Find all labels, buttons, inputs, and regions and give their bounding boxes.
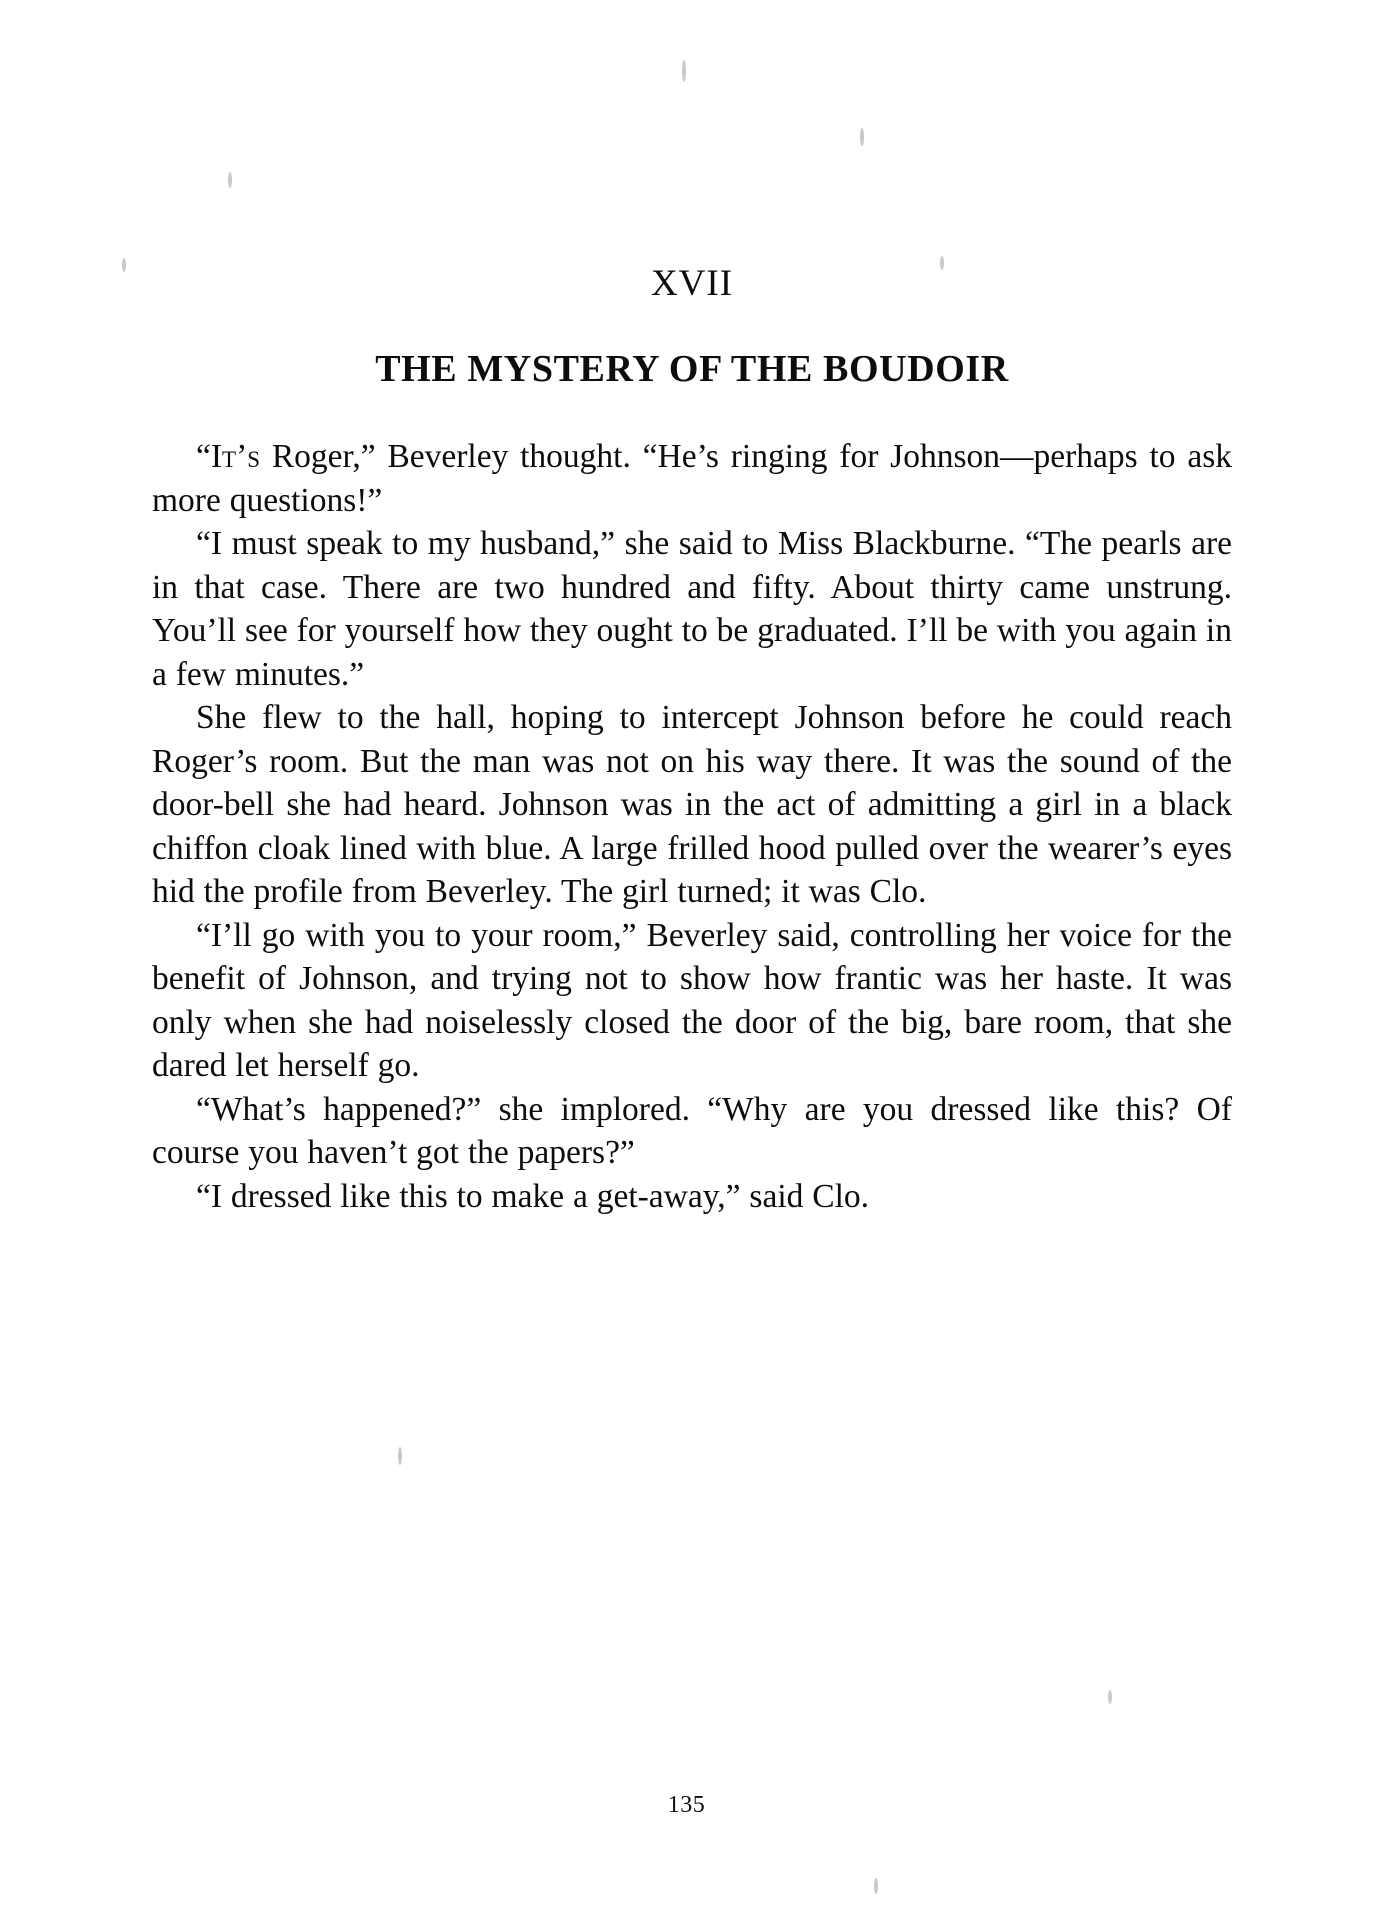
paragraph-lead-rest: Roger,” Beverley thought. “He’s ringing for Johnson—perhaps to ask more questions!”: [152, 438, 1232, 519]
paragraph: “I’ll go with you to your room,” Beverley said, controlling her voice for the benefit of Johnson, and trying not to show how frantic was her haste. It was only when she had noiselessly closed the door of the big, bare room, that she dared let herself go.: [152, 916, 1232, 1084]
page-speckle: [874, 1878, 878, 1894]
page-speckle: [860, 128, 864, 146]
body-text: [152, 435, 1232, 1218]
page-speckle: [122, 258, 126, 272]
page-content: [152, 262, 1232, 1218]
page-speckle: [228, 172, 232, 188]
paragraph: [152, 435, 1232, 522]
page-number: 135: [667, 1792, 706, 1818]
paragraph: She flew to the hall, hoping to intercept Johnson before he could reach Roger’s room. But the man was not on his way there. It was the sound of the door-bell she had heard. Johnson was in the act of admitting a girl in a black chiffon cloak lined with blue. A large frilled hood pulled over the wearer’s eyes hid the profile from Beverley. The girl turned; it was Clo.: [152, 699, 1232, 910]
paragraph: “I dressed like this to make a get-away,” said Clo.: [196, 1177, 870, 1215]
paragraph: “What’s happened?” she implored. “Why are you dressed like this? Of course you haven’t got the papers?”: [152, 1090, 1232, 1171]
paragraph-lead-smallcaps: “It’s: [196, 438, 261, 475]
page-speckle: [682, 60, 686, 82]
chapter-number: XVII: [650, 263, 734, 304]
page-speckle: [1108, 1690, 1112, 1704]
paragraph: “I must speak to my husband,” she said to Miss Blackburne. “The pearls are in that case. There are two hundred and fifty. About thirty came unstrung. You’ll see for yourself how they ought to be graduated. I’ll be with you again in a few minutes.”: [152, 525, 1232, 693]
chapter-title: THE MYSTERY OF THE BOUDOIR: [375, 348, 1009, 390]
page-speckle: [398, 1447, 402, 1465]
